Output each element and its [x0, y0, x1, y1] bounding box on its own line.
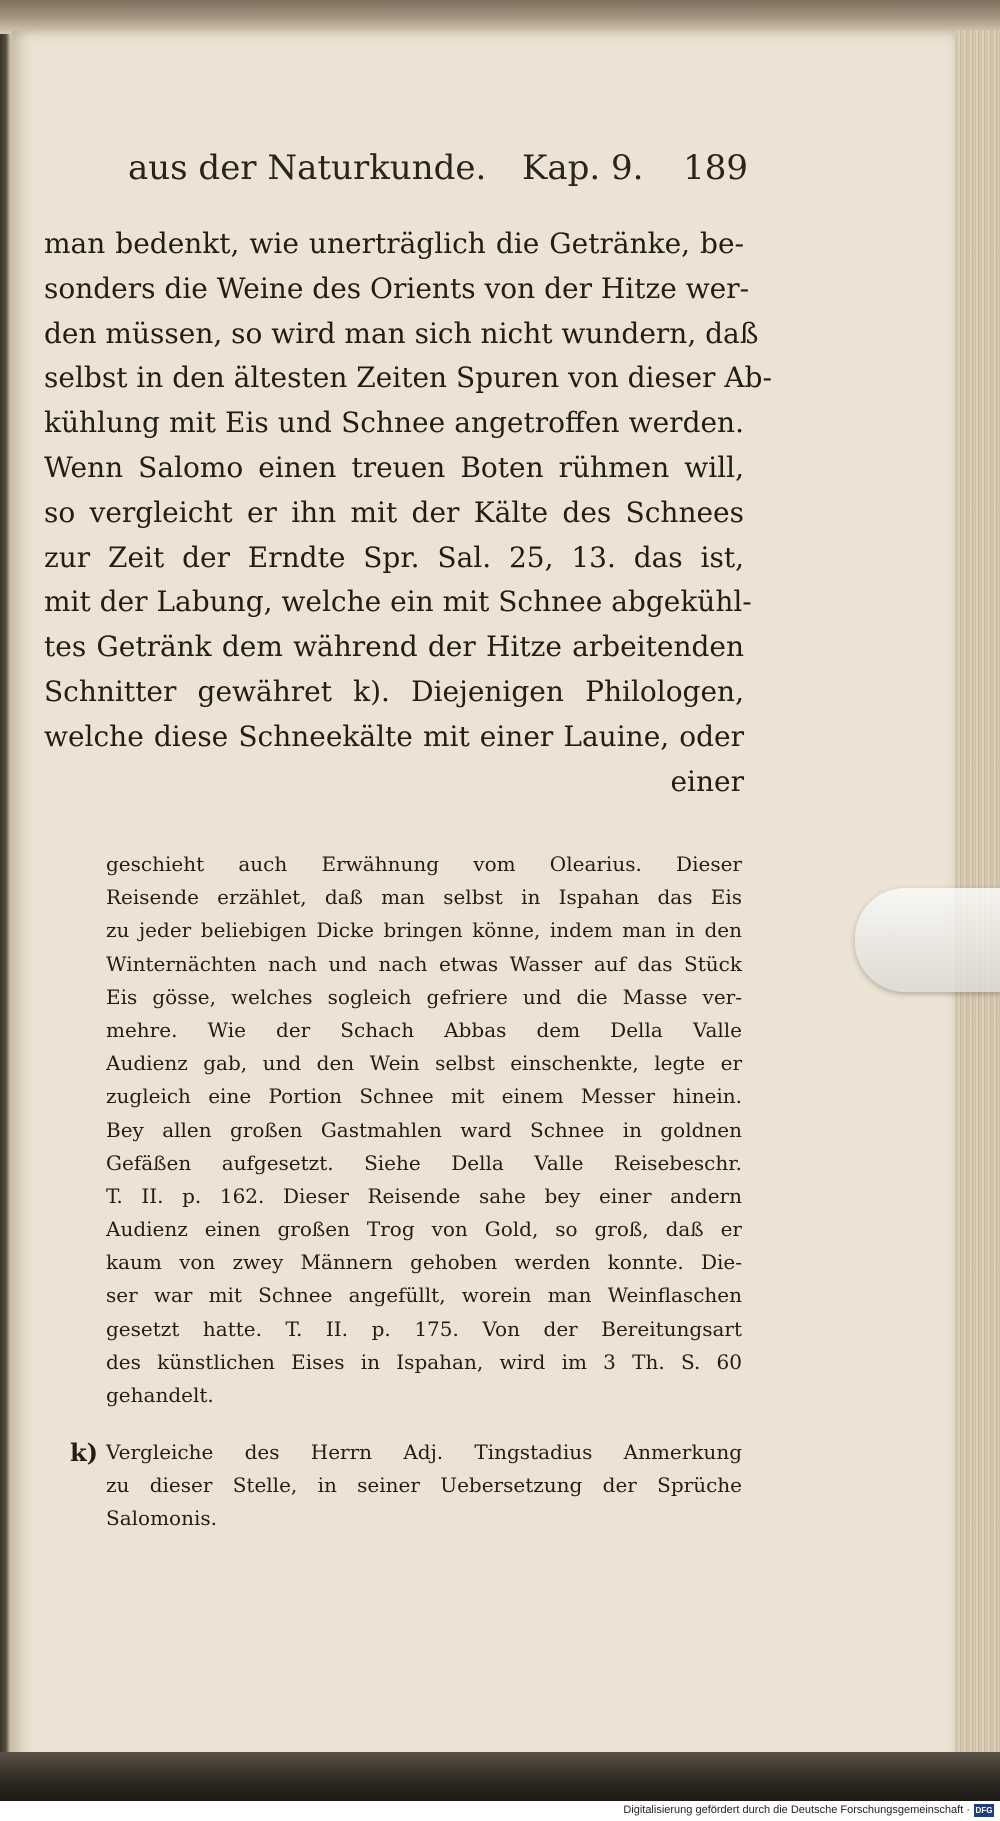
note-line: Audienz gab, und den Wein selbst einschenkte, legte er [106, 1051, 742, 1076]
text-line: so vergleicht er ihn mit der Kälte des Schnees [44, 495, 744, 529]
text-line: welche diese Schneekälte mit einer Lauine, oder [44, 719, 744, 753]
text-line: selbst in den ältesten Zeiten Spuren von dieser Ab- [44, 361, 772, 395]
note-line: zu jeder beliebigen Dicke bringen könne, indem man in den [106, 918, 742, 943]
text-line: zur Zeit der Erndte Spr. Sal. 25, 13. das ist, [44, 540, 744, 574]
note-line: mehre. Wie der Schach Abbas dem Della Valle [106, 1017, 742, 1042]
note-line: Vergleiche des Herrn Adj. Tingstadius Anmerkung [106, 1440, 742, 1464]
main-text [44, 222, 772, 804]
footnote-continuation [106, 848, 742, 1412]
text-line: man bedenkt, wie unerträglich die Getränke, be- [44, 227, 744, 260]
page-number: 189 [683, 148, 748, 188]
footnote-body [106, 1436, 742, 1536]
note-line: T. II. p. 162. Dieser Reisende sahe bey einer andern [106, 1183, 742, 1208]
plastic-clip [855, 888, 1000, 992]
note-line: kaum von zwey Männern gehoben werden konnte. Die- [106, 1250, 742, 1275]
note-line: gehandelt. [106, 1383, 214, 1407]
note-line: Salomonis. [106, 1506, 217, 1531]
running-head [128, 148, 748, 198]
text-line: mit der Labung, welche ein mit Schnee abgekühl- [44, 585, 752, 619]
note-line: Bey allen großen Gastmahlen ward Schnee in goldnen [106, 1117, 742, 1142]
note-line: Gefäßen aufgesetzt. Siehe Della Valle Reisebeschr. [106, 1150, 742, 1175]
note-line: ser war mit Schnee angefüllt, worein man Weinflaschen [106, 1283, 742, 1308]
note-line: zugleich eine Portion Schnee mit einem Messer hinein. [106, 1084, 742, 1109]
text-line: sonders die Weine des Orients von der Hitze wer- [44, 271, 750, 305]
note-line: Eis gösse, welches sogleich gefriere und die Masse ver- [106, 984, 742, 1009]
text-line: tes Getränk dem während der Hitze arbeitenden [44, 630, 744, 664]
dfg-logo: DFG [975, 1806, 993, 1815]
note-line: des künstlichen Eises in Ispahan, wird im 3 Th. S. 60 [106, 1349, 742, 1374]
footer-bar [0, 1801, 1000, 1821]
note-line: geschieht auch Erwähnung vom Olearius. Dieser [106, 852, 742, 876]
book-top-edge [0, 0, 1000, 34]
text-line: den müssen, so wird man sich nicht wundern, daß [44, 316, 759, 350]
note-line: Reisende erzählet, daß man selbst in Ispahan das Eis [106, 885, 742, 910]
catchword: einer [670, 764, 744, 798]
footer-credit: Digitalisierung gefördert durch die Deutsche Forschungsgemeinschaft · [623, 1804, 970, 1816]
note-line: Audienz einen großen Trog von Gold, so groß, daß er [106, 1217, 742, 1242]
footnote-marker: k) [70, 1438, 98, 1467]
note-line: zu dieser Stelle, in seiner Uebersetzung der Sprüche [106, 1473, 742, 1498]
note-line: gesetzt hatte. T. II. p. 175. Von der Bereitungsart [106, 1316, 742, 1341]
scan-bottom-edge [0, 1752, 1000, 1802]
text-line: Wenn Salomo einen treuen Boten rühmen will, [44, 450, 744, 484]
text-line: kühlung mit Eis und Schnee angetroffen werden. [44, 406, 744, 440]
note-line: Winternächten nach und nach etwas Wasser auf das Stück [106, 951, 742, 976]
text-line: Schnitter gewähret k). Diejenigen Philologen, [44, 674, 744, 708]
running-head-chapter: Kap. 9. [522, 148, 644, 188]
running-head-title: aus der Naturkunde. [128, 148, 487, 188]
